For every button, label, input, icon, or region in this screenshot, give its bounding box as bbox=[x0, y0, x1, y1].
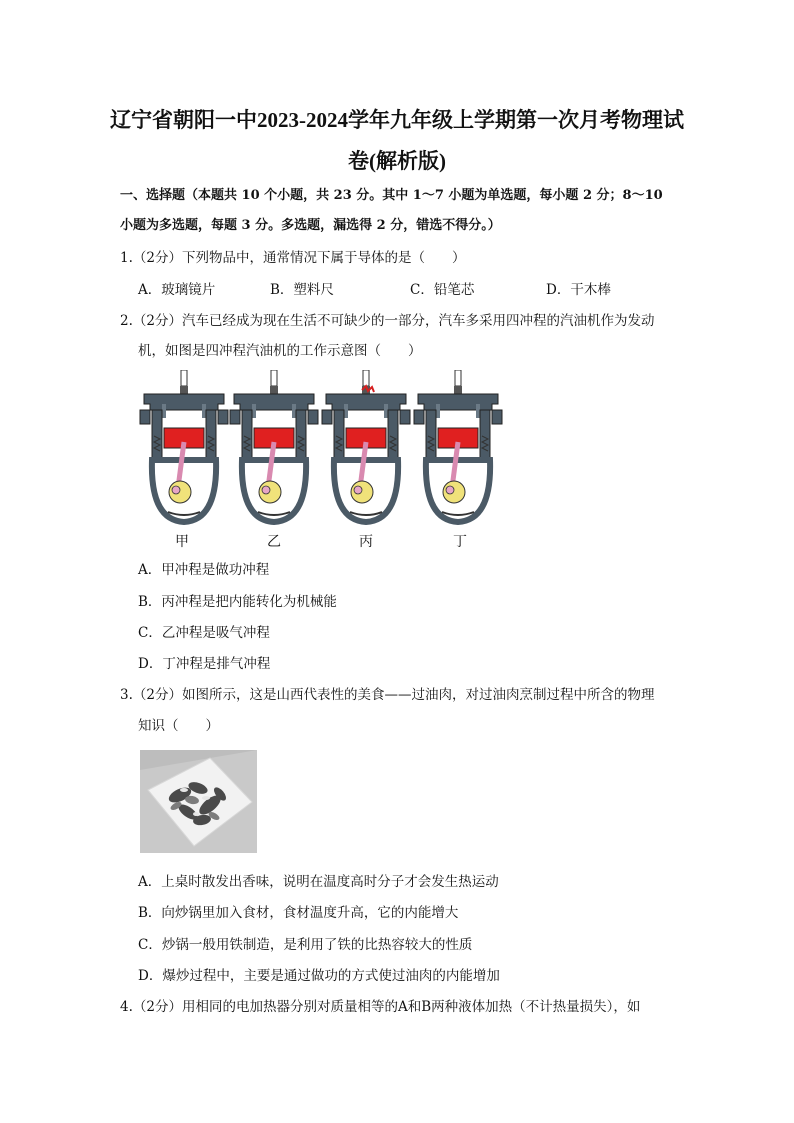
q3-option-c: C．炒锅一般用铁制造，是利用了铁的比热容较大的性质 bbox=[138, 937, 473, 953]
engine-bing bbox=[322, 370, 410, 522]
question-4-stem-line1: 4.（2分）用相同的电加热器分别对质量相等的A和B两种液体加热（不计热量损失），如 bbox=[120, 999, 641, 1015]
engine-label-ding: 丁 bbox=[453, 534, 467, 550]
q2-option-d: D．丁冲程是排气冲程 bbox=[138, 656, 271, 672]
question-3-stem-line2: 知识（ ） bbox=[138, 718, 219, 734]
section-instructions-line1: 一、选择题（本题共 10 个小题，共 23 分。其中 1～7 小题为单选题，每小题 2 分；8～10 bbox=[120, 188, 663, 203]
engine-ding bbox=[414, 370, 502, 522]
engine-jia bbox=[140, 370, 228, 522]
q2-option-c: C．乙冲程是吸气冲程 bbox=[138, 625, 270, 641]
exam-title-line1: 辽宁省朝阳一中2023-2024学年九年级上学期第一次月考物理试 bbox=[110, 108, 684, 132]
four-stroke-engine-diagram bbox=[136, 370, 506, 530]
engine-label-jia: 甲 bbox=[175, 534, 189, 550]
question-3-stem-line1: 3.（2分）如图所示，这是山西代表性的美食——过油肉，对过油肉烹制过程中所含的物理 bbox=[120, 687, 655, 703]
q3-option-b: B．向炒锅里加入食材，食材温度升高，它的内能增大 bbox=[138, 905, 459, 921]
question-2-stem-line1: 2.（2分）汽车已经成为现在生活不可缺少的一部分，汽车多采用四冲程的汽油机作为发动 bbox=[120, 313, 655, 329]
guo-you-rou-photo bbox=[140, 750, 257, 853]
question-2-stem-line2: 机，如图是四冲程汽油机的工作示意图（ ） bbox=[138, 343, 422, 359]
q2-option-b: B．丙冲程是把内能转化为机械能 bbox=[138, 594, 337, 610]
q2-option-a: A．甲冲程是做功冲程 bbox=[138, 562, 270, 578]
section-instructions-line2: 小题为多选题，每题 3 分。多选题，漏选得 2 分，错选不得分。） bbox=[120, 218, 501, 233]
q1-option-a: A．玻璃镜片 bbox=[138, 282, 216, 298]
q1-option-b: B．塑料尺 bbox=[270, 282, 334, 298]
exam-title-line2: 卷(解析版) bbox=[348, 149, 446, 173]
question-1-stem: 1.（2分）下列物品中，通常情况下属于导体的是（ ） bbox=[120, 250, 466, 266]
q1-option-d: D．干木棒 bbox=[546, 282, 611, 298]
q3-option-a: A．上桌时散发出香味，说明在温度高时分子才会发生热运动 bbox=[138, 874, 499, 890]
engine-label-yi: 乙 bbox=[267, 534, 281, 550]
engine-yi bbox=[230, 370, 318, 522]
q1-option-c: C．铅笔芯 bbox=[410, 282, 475, 298]
q3-option-d: D．爆炒过程中，主要是通过做功的方式使过油肉的内能增加 bbox=[138, 968, 500, 984]
engine-label-bing: 丙 bbox=[359, 534, 373, 550]
